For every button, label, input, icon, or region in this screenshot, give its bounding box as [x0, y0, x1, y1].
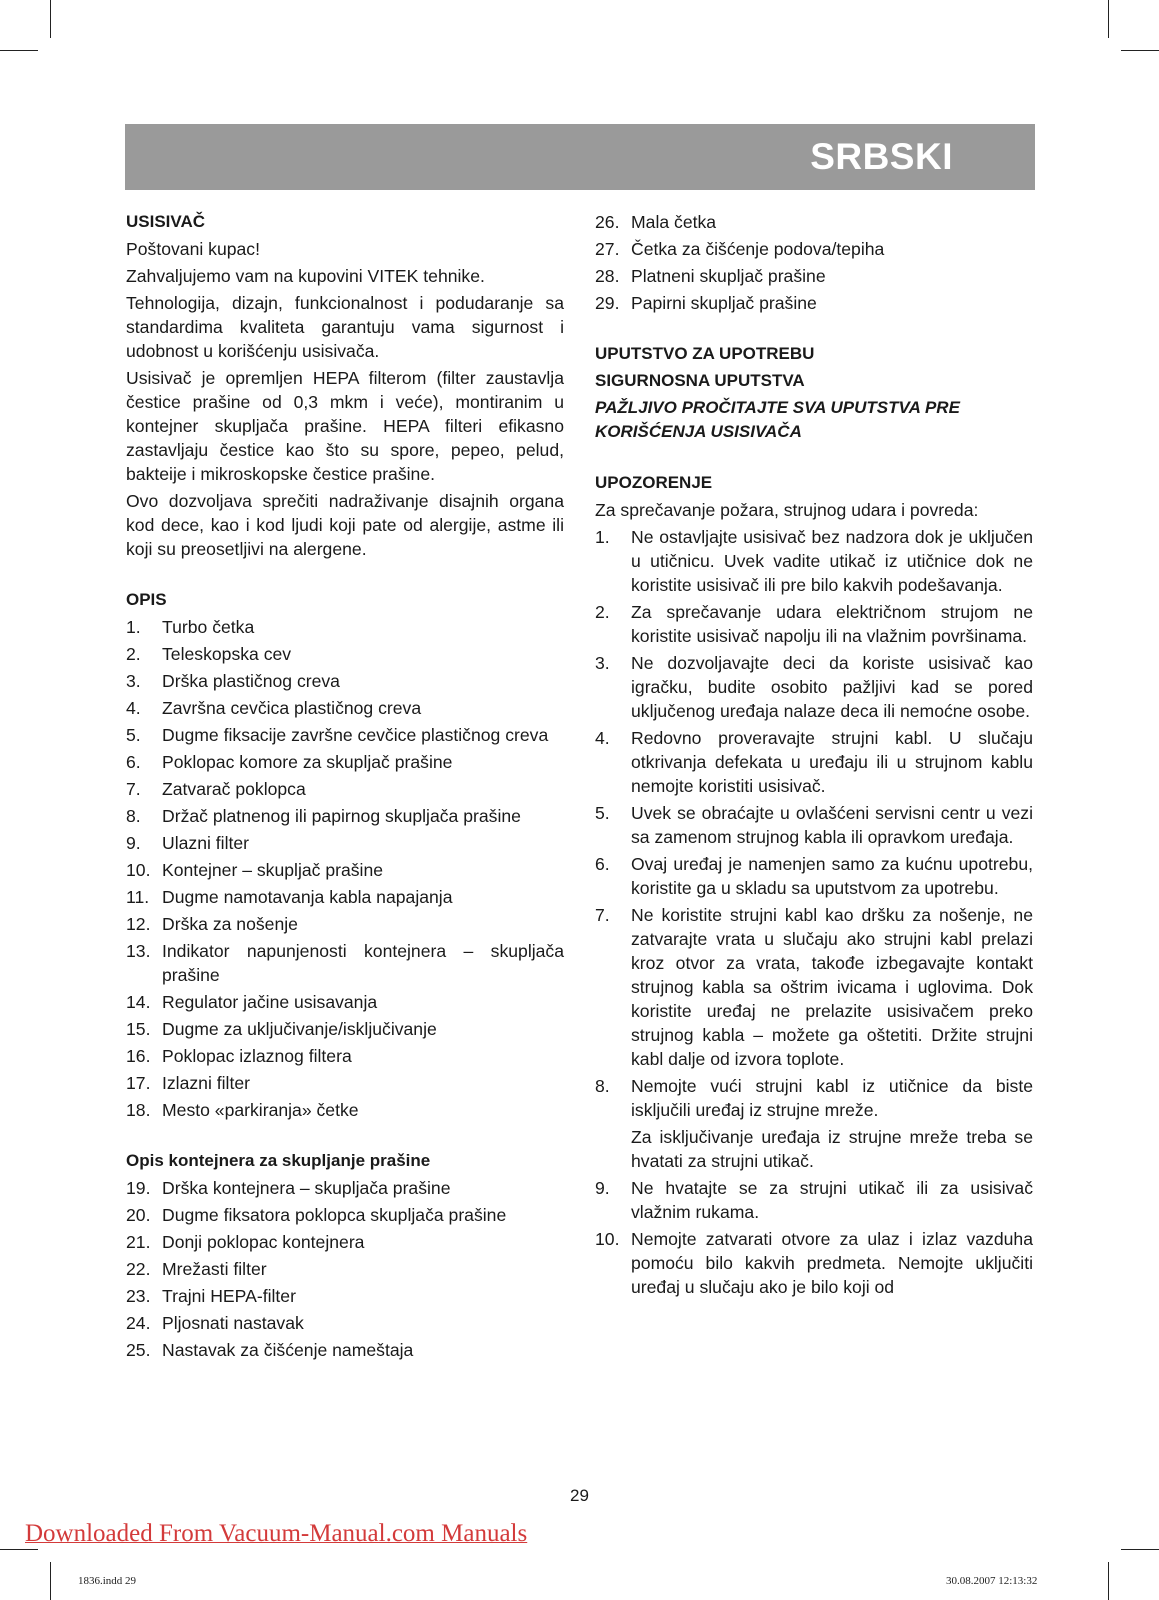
list-item-text: Teleskopska cev [162, 644, 292, 664]
warning-intro: Za sprečavanje požara, strujnog udara i povreda: [595, 500, 979, 520]
list-item-number: 2. [126, 644, 141, 664]
list-item-text: Mala četka [631, 212, 717, 232]
list-item-text: Za sprečavanje udara električnom strujom ne koristite usisivač napolju ili na vlažnim površinama. [631, 602, 1033, 646]
list-item [126, 885, 564, 909]
list-item-number: 1. [595, 527, 610, 547]
list-item [595, 600, 1033, 648]
list-item [126, 1203, 564, 1227]
list-item [126, 669, 564, 693]
crop-mark [1121, 1549, 1159, 1550]
list-item [126, 804, 564, 828]
list-item-text: Nastavak za čišćenje nameštaja [162, 1340, 414, 1360]
list-item-number: 7. [126, 779, 141, 799]
intro-paragraphs [126, 237, 564, 561]
list-item-text: Dugme fiksatora poklopca skupljača prašine [162, 1205, 507, 1225]
list-item-text: Indikator napunjenosti kontejnera – skupljača prašine [162, 941, 564, 985]
list-item-number: 22. [126, 1259, 151, 1279]
list-item-text: Dugme fiksacije završne cevčice plastičnog creva [162, 725, 549, 745]
list-item-text: Držač platnenog ili papirnog skupljača prašine [162, 806, 521, 826]
usage-heading: UPUTSTVO ZA UPOTREBU [595, 344, 815, 363]
list-item-number: 4. [126, 698, 141, 718]
crop-mark [1108, 1562, 1109, 1600]
list-item-number: 21. [126, 1232, 151, 1252]
list-item [126, 642, 564, 666]
list-item-text: Dugme namotavanja kabla napajanja [162, 887, 453, 907]
list-item [126, 990, 564, 1014]
list-item-text: Zatvarač poklopca [162, 779, 306, 799]
list-item-text: Ne ostavljajte usisivač bez nadzora dok je uključen u utičnicu. Uvek vadite utikač iz utičnice dok ne koristite usisivač ili pre bilo kakvih podešavanja. [631, 527, 1033, 595]
list-item [126, 1311, 564, 1335]
list-item-number: 10. [126, 860, 151, 880]
list-item-number: 9. [126, 833, 141, 853]
paragraph: Poštovani kupac! [126, 239, 260, 259]
list-item [126, 939, 564, 987]
list-item-number: 23. [126, 1286, 151, 1306]
list-item-number: 18. [126, 1100, 151, 1120]
list-item-text: Papirni skupljač prašine [631, 293, 817, 313]
list-item-number: 14. [126, 992, 151, 1012]
list-item-number: 4. [595, 728, 610, 748]
footer-date: 30.08.2007 12:13:32 [946, 1575, 1038, 1587]
list-item-number: 8. [126, 806, 141, 826]
list-item [126, 696, 564, 720]
list-item-number: 15. [126, 1019, 151, 1039]
list-item-number: 5. [126, 725, 141, 745]
list-item [126, 1338, 564, 1362]
download-link[interactable] [25, 1520, 527, 1548]
list-item-text: Ulazni filter [162, 833, 250, 853]
list-item-text: Turbo četka [162, 617, 255, 637]
list-item-text: Mesto «parkiranja» četke [162, 1100, 359, 1120]
list-item-number: 20. [126, 1205, 151, 1225]
list-item [126, 858, 564, 882]
paragraph: Tehnologija, dizajn, funkcionalnost i podudaranje sa standardima kvaliteta garantuju vama sigurnost i udobnost u korišćenju usisivača. [126, 293, 564, 361]
list-item [595, 210, 1033, 234]
footer-file-info: 1836.indd 29 [78, 1575, 137, 1587]
crop-mark [0, 50, 38, 51]
list-item-number: 10. [595, 1229, 620, 1249]
list-item-text: Nemojte vući strujni kabl iz utičnice da biste isključili uređaj iz strujne mreže. [631, 1076, 1033, 1120]
list-item [126, 912, 564, 936]
list-item-number: 28. [595, 266, 620, 286]
list-item [126, 1098, 564, 1122]
list-item-text: Trajni HEPA-filter [162, 1286, 296, 1306]
list-item [126, 723, 564, 747]
list-item-number: 19. [126, 1178, 151, 1198]
list-item-number: 2. [595, 602, 610, 622]
list-item [595, 903, 1033, 1071]
list-item-text: Pljosnati nastavak [162, 1313, 304, 1333]
list-item-text: Nemojte zatvarati otvore za ulaz i izlaz vazduha pomoću bilo kakvih predmeta. Nemojte uključiti uređaj u slučaju ako je bilo koji od [631, 1229, 1033, 1297]
list-item-number: 17. [126, 1073, 151, 1093]
list-item [595, 651, 1033, 723]
opis-heading: OPIS [126, 590, 167, 609]
list-item [126, 1071, 564, 1095]
list-item-number: 29. [595, 293, 620, 313]
list-item-text: Drška plastičnog creva [162, 671, 340, 691]
list-item-number: 7. [595, 905, 610, 925]
crop-mark [50, 1562, 51, 1600]
download-link-text: Downloaded From Vacuum-Manual.com Manuals [25, 1520, 528, 1547]
list-item-text: Drška kontejnera – skupljača prašine [162, 1178, 451, 1198]
container-heading: Opis kontejnera za skupljanje prašine [126, 1151, 431, 1170]
list-item-number: 3. [126, 671, 141, 691]
list-item-text: Ne dozvoljavajte deci da koriste usisivač kao igračku, budite osobito pažljivi kad se pored uključenog uređaja nalaze deca ili nemoćne osobe. [631, 653, 1033, 721]
language-banner [125, 124, 1035, 190]
list-item-text: Redovno proveravajte strujni kabl. U slučaju otkrivanja defekata u uređaju ili u strujnom kablu nemojte koristiti usisivač. [631, 728, 1033, 796]
list-item-number: 26. [595, 212, 620, 232]
list-item-number: 9. [595, 1178, 610, 1198]
list-item [595, 801, 1033, 849]
list-item-text: Ne koristite strujni kabl kao dršku za nošenje, ne zatvarajte vrata u slučaju ako strujni kabl prelazi kroz otvor za vrata, takođe izbegavajte kontakt strujnog kabla sa oštrim ivicama i uglovima. Dok koristite uređaj ne prelazite usisivačem preko strujnog kabla – možete ga oštetiti. Držite strujni kabl dalje od izvora toplote. [631, 905, 1033, 1069]
list-item-number: 5. [595, 803, 610, 823]
warning-heading: UPOZORENJE [595, 473, 713, 492]
list-item-number: 13. [126, 941, 151, 961]
list-item-text: Platneni skupljač prašine [631, 266, 826, 286]
page-number: 29 [570, 1486, 589, 1505]
list-item-subtext: Za isključivanje uređaja iz strujne mreže treba se hvatati za strujni utikač. [631, 1127, 1033, 1171]
list-item [126, 750, 564, 774]
list-item-text: Donji poklopac kontejnera [162, 1232, 365, 1252]
list-item [126, 1230, 564, 1254]
language-title: SRBSKI [810, 136, 953, 177]
read-heading: PAŽLJIVO PROČITAJTE SVA UPUTSTVA PRE KORIŠĆENJA USISIVAČA [595, 398, 960, 441]
list-item-text: Ovaj uređaj je namenjen samo za kućnu upotrebu, koristite ga u skladu sa uputstvom za upotrebu. [631, 854, 1033, 898]
list-item [595, 852, 1033, 900]
warning-list [595, 525, 1033, 1299]
list-item [595, 291, 1033, 315]
right-column [595, 210, 1033, 1302]
list-item [595, 1227, 1033, 1299]
list-item-number: 27. [595, 239, 620, 259]
list-item [126, 831, 564, 855]
safety-heading: SIGURNOSNA UPUTSTVA [595, 371, 805, 390]
list-item [126, 1044, 564, 1068]
list-item-text: Regulator jačine usisavanja [162, 992, 378, 1012]
list-item-text: Mrežasti filter [162, 1259, 267, 1279]
list-item-text: Drška za nošenje [162, 914, 298, 934]
list-item-text: Ne hvatajte se za strujni utikač ili za usisivač vlažnim rukama. [631, 1178, 1033, 1222]
list-item-text: Poklopac komore za skupljač prašine [162, 752, 453, 772]
list-item-number: 11. [126, 887, 150, 907]
list-item [126, 1284, 564, 1308]
list-item [126, 1176, 564, 1200]
list-item [595, 525, 1033, 597]
crop-mark [1108, 0, 1109, 38]
list-item-number: 6. [595, 854, 610, 874]
opis-list [126, 615, 564, 1122]
list-item-text: Uvek se obraćajte u ovlašćeni servisni centr u vezi sa zamenom strujnog kabla ili opravkom uređaja. [631, 803, 1033, 847]
list-item-number: 3. [595, 653, 610, 673]
list-item-number: 25. [126, 1340, 151, 1360]
list-item-text: Dugme za uključivanje/isključivanje [162, 1019, 437, 1039]
list-item-number: 16. [126, 1046, 151, 1066]
list-item-text: Kontejner – skupljač prašine [162, 860, 384, 880]
paragraph: Ovo dozvoljava sprečiti nadraživanje disajnih organa kod dece, kao i kod ljudi koji pate od alergije, astme ili koji su preosetljivi na alergene. [126, 491, 564, 559]
intro-heading: USISIVAČ [126, 212, 206, 231]
list-item [595, 264, 1033, 288]
crop-mark [0, 1549, 38, 1550]
crop-mark [1121, 50, 1159, 51]
list-item-text: Izlazni filter [162, 1073, 250, 1093]
paragraph: Zahvaljujemo vam na kupovini VITEK tehnike. [126, 266, 485, 286]
left-column [126, 210, 564, 1365]
list-item-number: 12. [126, 914, 151, 934]
list-item-text: Četka za čišćenje podova/tepiha [631, 239, 885, 259]
list-item [595, 726, 1033, 798]
list-item [595, 1074, 1033, 1173]
list-item [126, 615, 564, 639]
list-item [595, 1176, 1033, 1224]
list-item-number: 24. [126, 1313, 151, 1333]
list-item-number: 1. [126, 617, 141, 637]
list-item [595, 237, 1033, 261]
list-item [126, 777, 564, 801]
list-item-text: Poklopac izlaznog filtera [162, 1046, 352, 1066]
list-item-number: 6. [126, 752, 141, 772]
list-item-text: Završna cevčica plastičnog creva [162, 698, 422, 718]
continued-list [595, 210, 1033, 315]
container-list [126, 1176, 564, 1362]
paragraph: Usisivač je opremljen HEPA filterom (filter zaustavlja čestice prašine od 0,3 mkm i veće), montiranim u kontejner skupljača prašine. HEPA filteri efikasno zastavljaju čestice kao što su spore, pepeo, pelud, bakteije i mikroskopske čestice prašine. [126, 368, 564, 484]
list-item [126, 1257, 564, 1281]
list-item [126, 1017, 564, 1041]
crop-mark [50, 0, 51, 38]
list-item-number: 8. [595, 1076, 610, 1096]
